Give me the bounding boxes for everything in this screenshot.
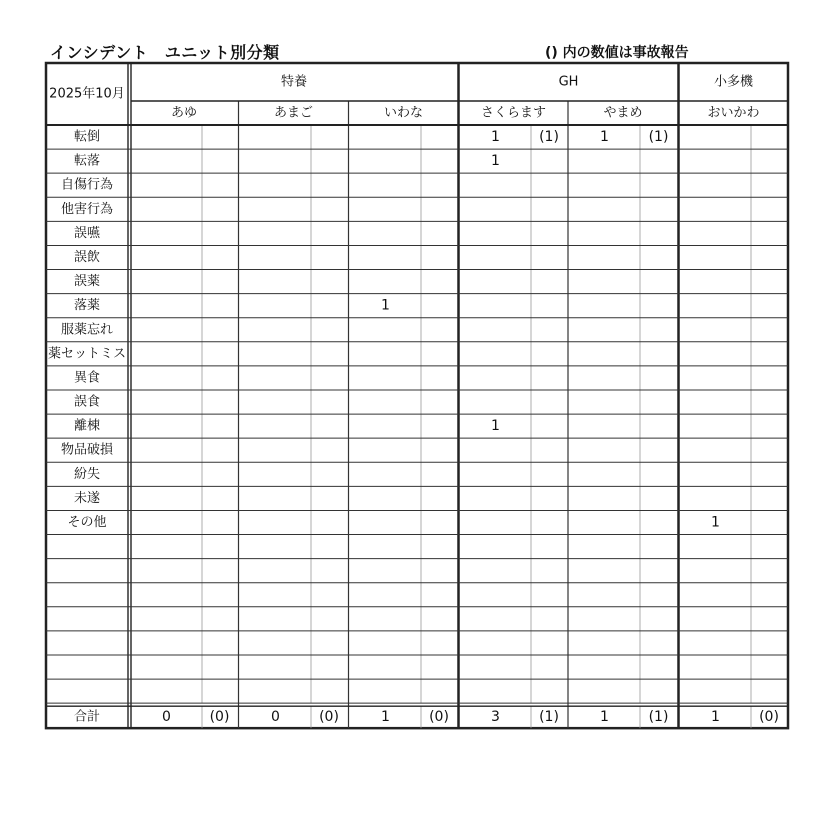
total-count: 3: [491, 709, 500, 726]
row-label: 他害行為: [60, 201, 114, 217]
unit-header: さくらます: [480, 105, 547, 121]
row-label: 薬セットミス: [47, 346, 127, 362]
incident-count: 1: [711, 514, 720, 531]
row-label: 転落: [73, 153, 101, 169]
incident-count: 1: [600, 129, 609, 146]
page-title: インシデント ユニット別分類: [50, 43, 280, 62]
unit-header: あまご: [273, 105, 314, 121]
incident-count: 1: [491, 129, 500, 146]
row-label: 離棟: [73, 418, 101, 434]
total-accident-count: (0): [429, 709, 449, 726]
total-accident-count: (0): [759, 709, 779, 726]
total-count: 1: [381, 709, 390, 726]
row-label: 紛失: [73, 466, 101, 482]
total-count: 0: [162, 709, 171, 726]
row-label: 服薬忘れ: [60, 322, 114, 338]
unit-header: おいかわ: [707, 105, 760, 121]
total-accident-count: (1): [648, 709, 669, 726]
row-label: 転倒: [73, 129, 101, 145]
row-label: 物品破損: [60, 442, 114, 458]
row-label: 自傷行為: [60, 177, 114, 193]
group-header: GH: [558, 74, 579, 90]
total-accident-count: (0): [209, 709, 230, 726]
incident-count: 1: [381, 297, 390, 314]
incident-count: 1: [491, 153, 500, 170]
group-header: 小多機: [713, 74, 754, 90]
total-count: 1: [711, 709, 720, 726]
total-accident-count: (1): [539, 709, 559, 726]
accident-count: (1): [539, 129, 559, 146]
row-label: 誤薬: [73, 274, 101, 290]
row-label: 誤食: [73, 394, 101, 410]
row-label: その他: [67, 514, 107, 530]
total-count: 1: [600, 709, 609, 726]
accident-count: (1): [648, 129, 669, 146]
unit-header: あゆ: [170, 105, 198, 121]
unit-header: いわな: [383, 105, 424, 121]
total-accident-count: (0): [319, 709, 339, 726]
period-label: 2025年10月: [49, 86, 125, 102]
legend-note: () 内の数値は事故報告: [545, 45, 689, 61]
row-label: 落薬: [73, 298, 101, 314]
total-label: 合計: [73, 709, 101, 725]
table-frame: [46, 63, 788, 728]
row-label: 異食: [73, 370, 101, 386]
unit-header: やまめ: [603, 105, 643, 121]
row-label: 誤嚥: [73, 225, 101, 241]
row-label: 未遂: [73, 490, 101, 506]
group-header: 特養: [280, 74, 308, 90]
incident-count: 1: [491, 418, 500, 435]
row-label: 誤飲: [73, 249, 101, 265]
total-count: 0: [271, 709, 280, 726]
